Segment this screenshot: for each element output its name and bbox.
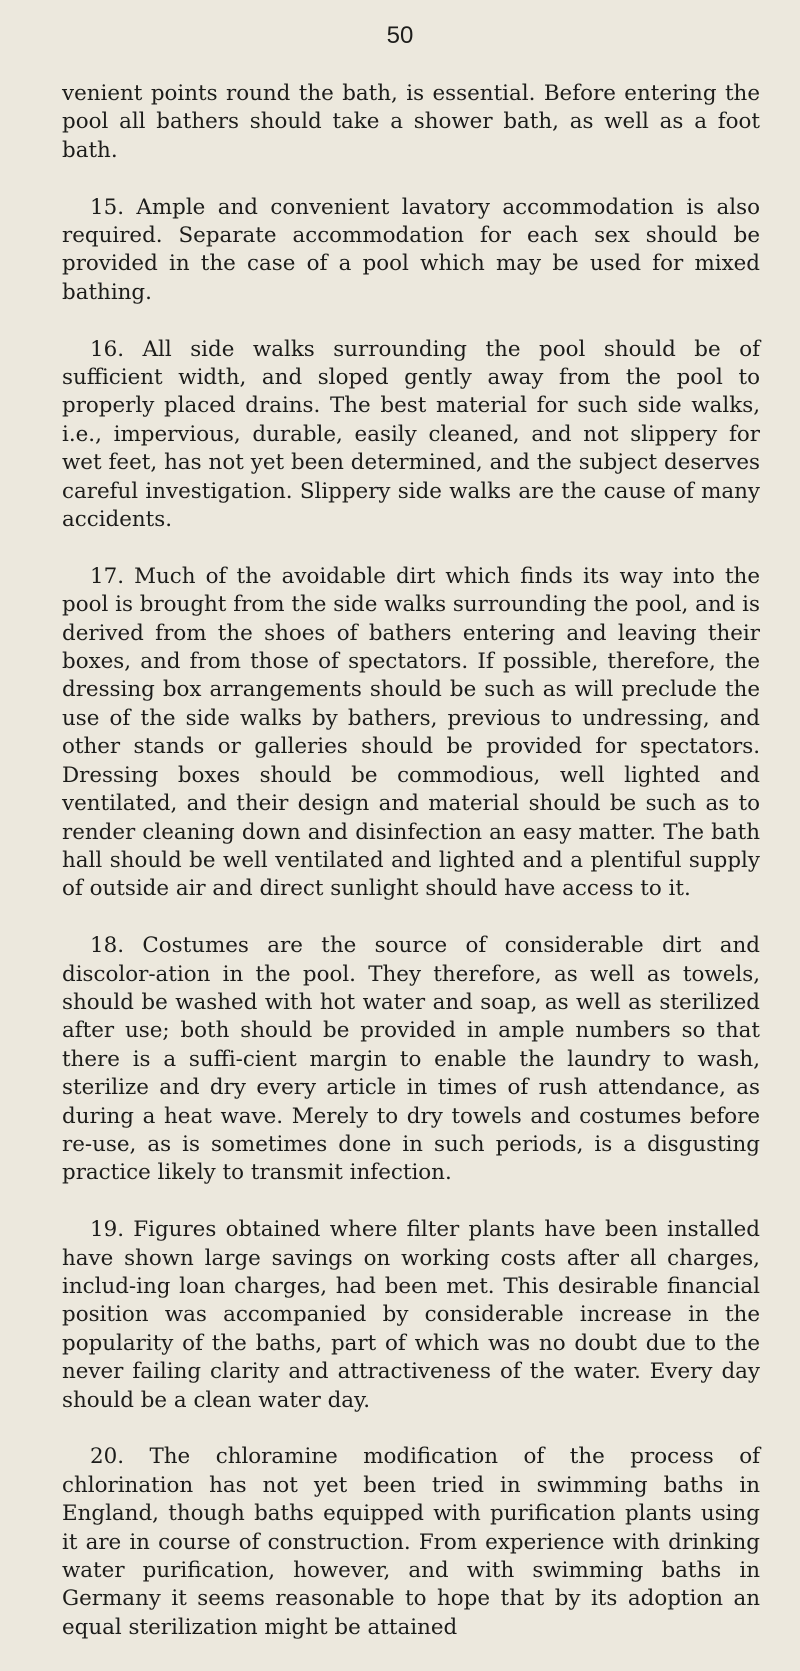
paragraph-20: 20. The chloramine modification of the process of chlorination has not yet been tried in swimming baths in England, though baths equipped with purification plants using it are in course of construction. From experience with drinking water purification, however, and with swimming baths in Germany it seems reasonable to hope that by its adoption an equal sterilization might be attained <box>62 1444 760 1640</box>
body-text <box>62 80 760 1671</box>
paragraph-16: 16. All side walks surrounding the pool should be of sufficient width, and sloped gently away from the pool to properly placed drains. The best material for such side walks, i.e., impervious, durable, easily cleaned, and not slippery for wet feet, has not yet been determined, and the subject deserves careful investigation. Slippery side walks are the cause of many accidents. <box>62 336 760 533</box>
paragraph-17: 17. Much of the avoidable dirt which finds its way into the pool is brought from the side walks surrounding the pool, and is derived from the shoes of bathers entering and leaving their boxes, and from those of spectators. If possible, therefore, the dressing box arrangements should be such as will preclude the use of the side walks by bathers, previous to undressing, and other stands or galleries should be provided for spectators. Dressing boxes should be commodious, well lighted and ventilated, and their design and material should be such as to render cleaning down and disinfection an easy matter. The bath hall should be well ventilated and lighted and a plentiful supply of outside air and direct sunlight should have access to it. <box>62 563 760 902</box>
paragraph-19: 19. Figures obtained where filter plants have been installed have shown large savings on working costs after all charges, includ-ing loan charges, had been met. This desirable financial position was accompanied by considerable increase in the popularity of the baths, part of which was no doubt due to the never failing clarity and attractiveness of the water. Every day should be a clean water day. <box>62 1217 760 1413</box>
page-number: 50 <box>386 22 414 49</box>
paragraph-15: 15. Ample and convenient lavatory accommodation is also required. Separate accommodation for each sex should be provided in the case of a pool which may be used for mixed bathing. <box>62 194 760 305</box>
paragraph-18: 18. Costumes are the source of considerable dirt and discolor-ation in the pool. They therefore, as well as towels, should be washed with hot water and soap, as well as sterilized after use; both should be provided in ample numbers so that there is a suffi-cient margin to enable the laundry to wash, sterilize and dry every article in times of rush attendance, as during a heat wave. Merely to dry towels and costumes before re-use, as is sometimes done in such periods, is a disgusting practice likely to transmit infection. <box>62 933 760 1186</box>
paragraph-continuation: venient points round the bath, is essential. Before entering the pool all bathers should take a shower bath, as well as a foot bath. <box>62 81 760 163</box>
